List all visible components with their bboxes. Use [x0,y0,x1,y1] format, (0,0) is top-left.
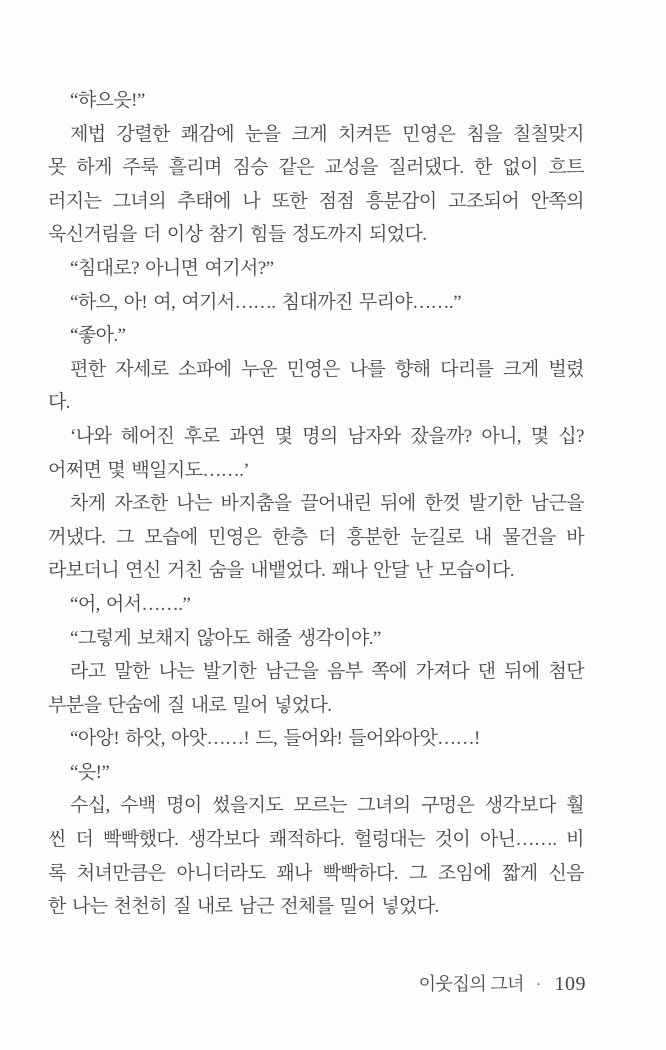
page-footer [419,968,586,1001]
body-line: “어, 어서…….” [70,593,191,615]
body-line: 한 나는 천천히 질 내로 남근 전체를 밀어 넣었다. [48,896,439,918]
body-line: “침대로? 아니면 여기서?” [70,257,274,279]
body-line: 씬 더 빡빡했다. 생각보다 쾌적하다. 헐렁대는 것이 아닌……. 비 [48,829,584,851]
body-line: 못 하게 주룩 흘리며 짐승 같은 교성을 질러댔다. 한 없이 흐트 [48,157,584,179]
body-line: 라고 말한 나는 발기한 남근을 음부 쪽에 가져다 댄 뒤에 첨단 [70,661,584,683]
body-line: “하으, 아! 여, 여기서……. 침대까진 무리야…….” [70,291,461,313]
running-title: 이웃집의 그녀 [418,974,524,994]
body-line: 꺼냈다. 그 모습에 민영은 한층 더 흥분한 눈길로 내 물건을 바 [48,526,584,548]
body-line: ‘나와 헤어진 후로 과연 몇 명의 남자와 잤을까? 아니, 몇 십? [70,425,584,447]
body-line: 제법 강렬한 쾌감에 눈을 크게 치켜뜬 민영은 침을 칠칠맞지 [70,123,584,145]
footer-separator-dot: · [536,977,541,993]
page-number: 109 [554,973,586,995]
body-line: 차게 자조한 나는 바지춤을 끌어내린 뒤에 한껏 발기한 남근을 [70,493,584,515]
body-line: “읏!” [70,761,110,783]
body-line: 다. [48,392,70,414]
body-line: “아앙! 하앗, 아앗……! 드, 들어와! 들어와아앗……! [70,728,480,750]
body-line: 편한 자세로 소파에 누운 민영은 나를 향해 다리를 크게 벌렸 [70,358,584,380]
body-line: 라보더니 연신 거친 숨을 내뱉었다. 꽤나 안달 난 모습이다. [48,560,514,582]
body-line: “햐으읏!” [70,90,145,111]
body-line: 어쩌면 몇 백일지도…….’ [48,459,250,481]
body-line: 러지는 그녀의 추태에 나 또한 점점 흥분감이 고조되어 안쪽의 [48,190,584,212]
body-line: 욱신거림을 더 이상 참기 힘들 정도까지 되었다. [48,224,427,246]
body-text-block [48,84,584,924]
body-line: 부분을 단숨에 질 내로 밀어 넣었다. [48,694,332,716]
body-line: 수십, 수백 명이 썼을지도 모르는 그녀의 구멍은 생각보다 훨 [70,795,584,817]
body-line: “그렇게 보채지 않아도 해줄 생각이야.” [70,627,381,649]
body-line: “좋아.” [70,325,126,347]
body-line: 록 처녀만큼은 아니더라도 꽤나 빡빡하다. 그 조임에 짧게 신음 [48,862,584,884]
